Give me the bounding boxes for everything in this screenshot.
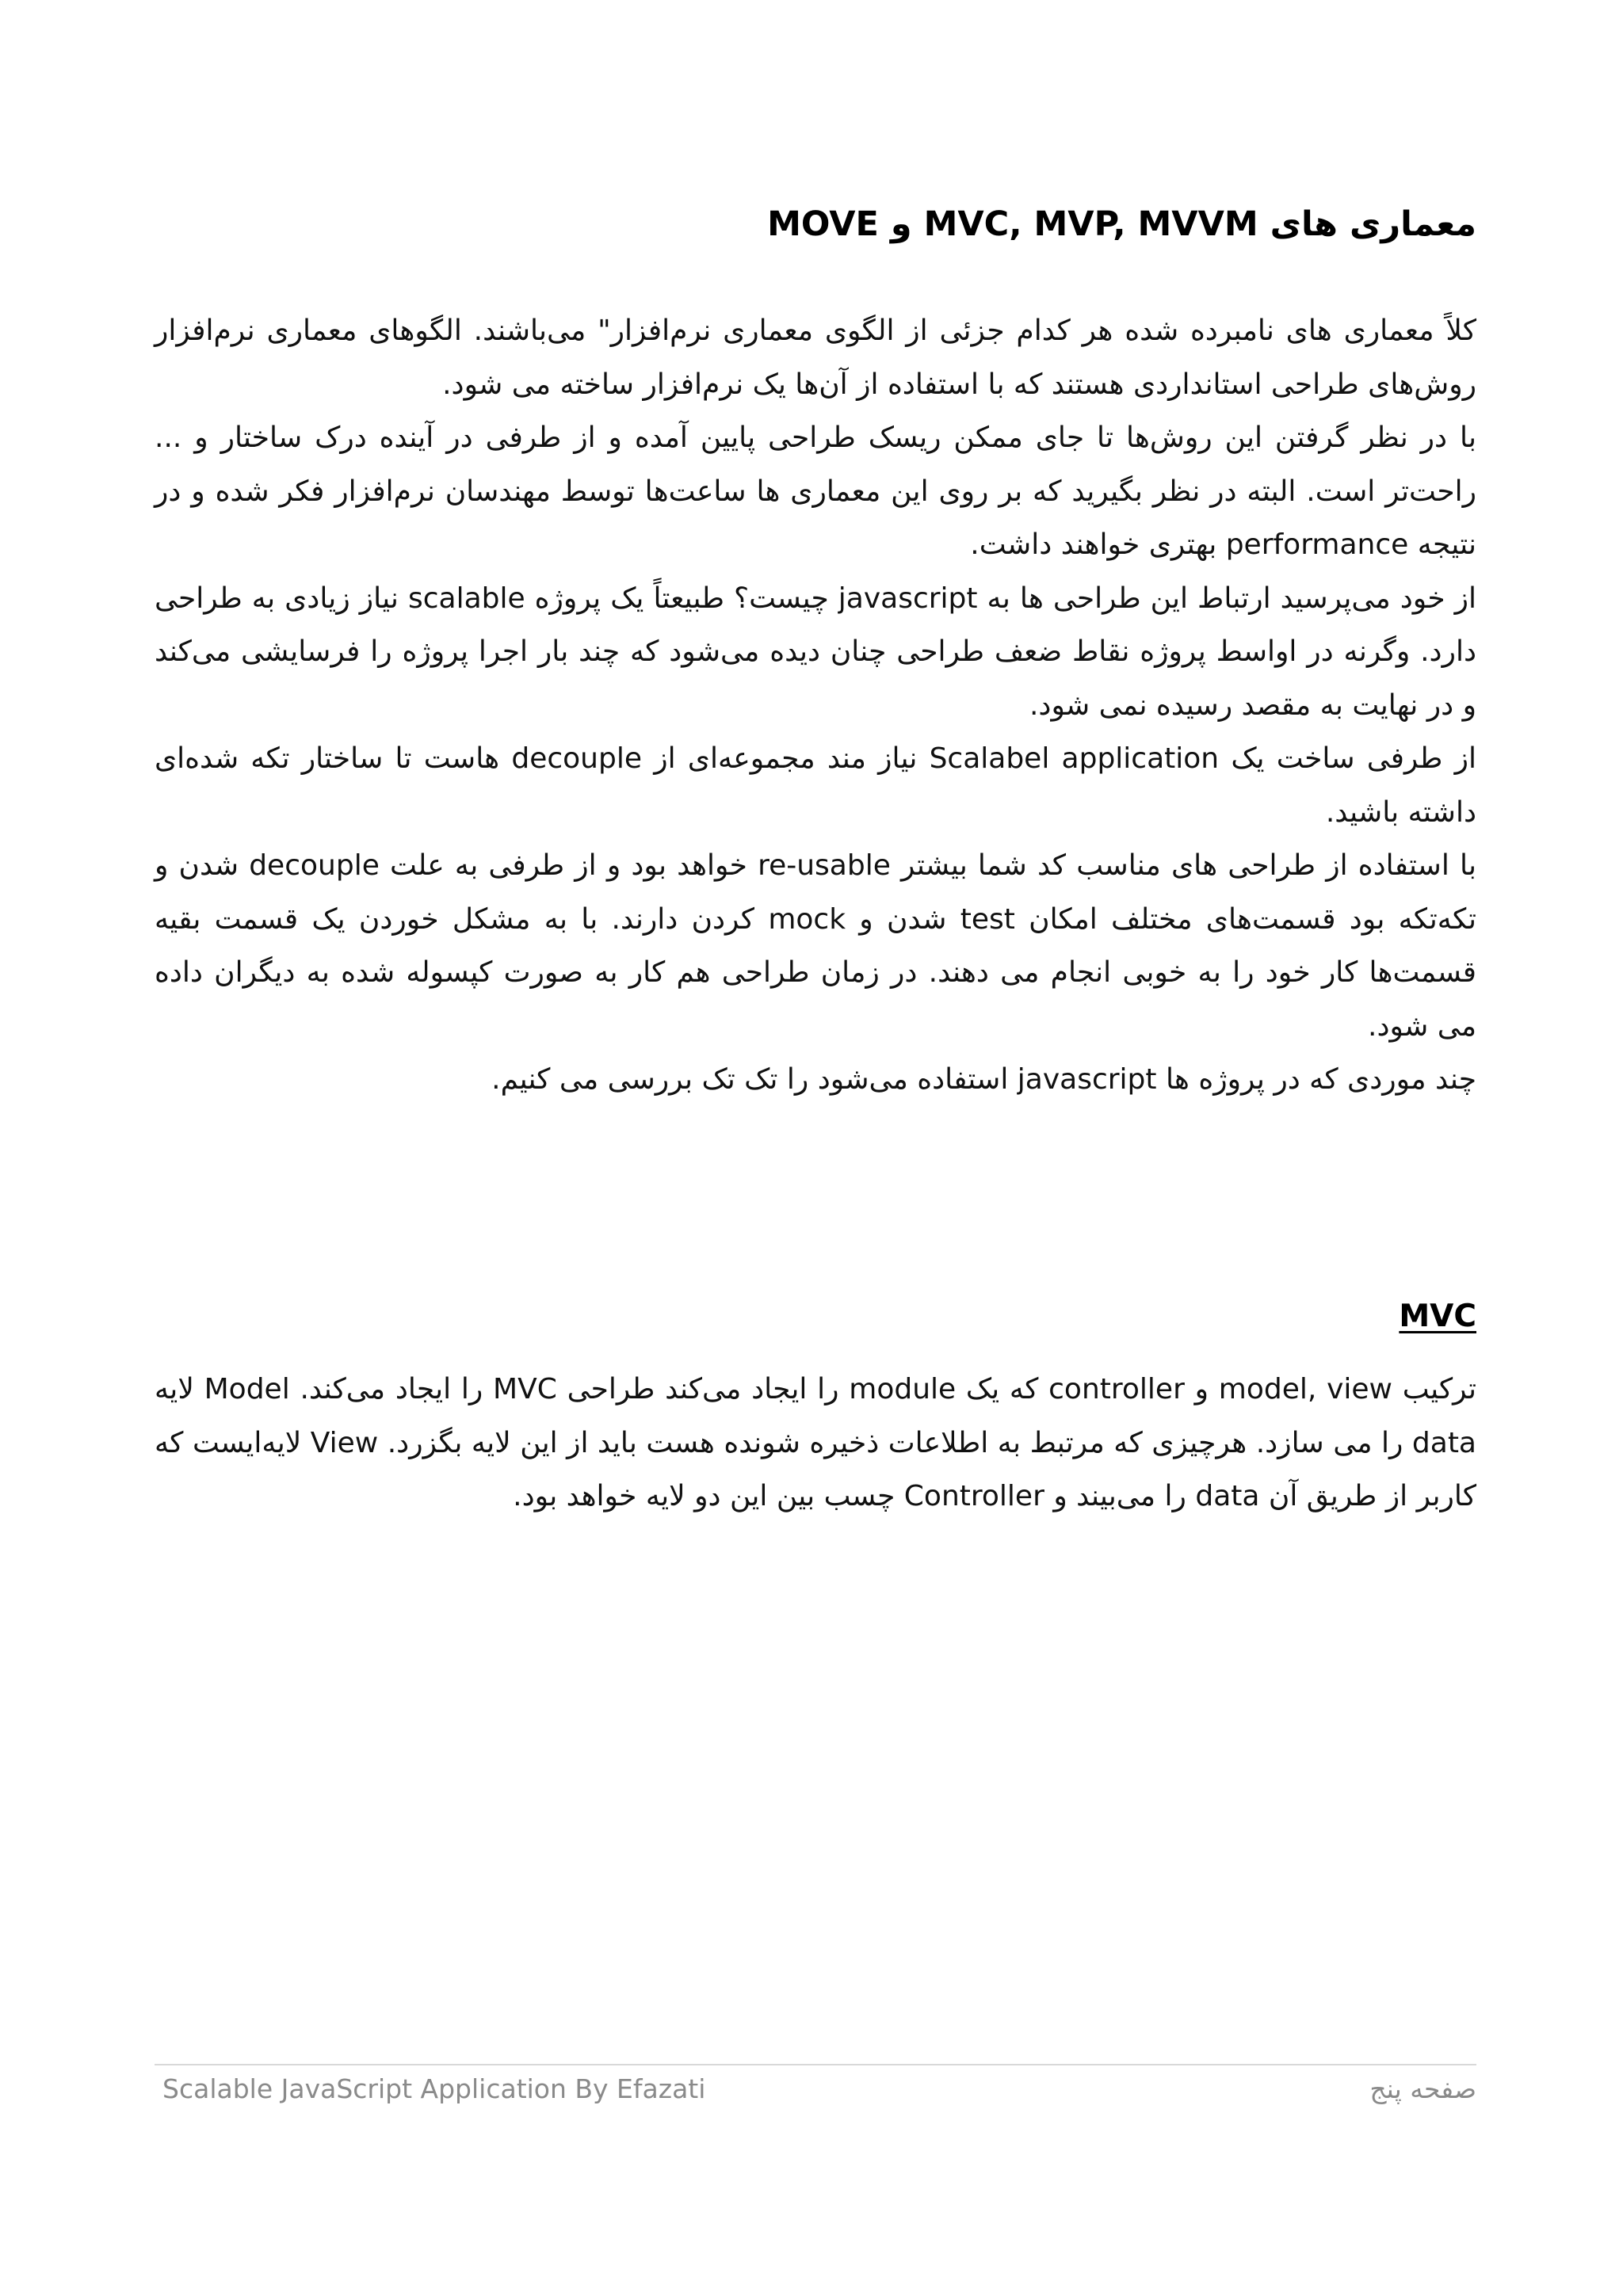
paragraph-4: از طرفی ساخت یک Scalabel application نیاز مند مجموعه‌ای از decouple هاست تا ساختار تکه شده‌ای داشته باشید. bbox=[155, 742, 1477, 829]
paragraph-5: با استفاده از طراحی های مناسب کد شما بیشتر re-usable خواهد بود و از طرفی به علت decouple شدن و تکه‌تکه بود قسمت‌های مختلف امکان test شدن و mock کردن دارند. با به مشکل خوردن یک قسمت بقیه قسمت‌ها کار خود را به خوبی انجام می دهند. در زمان طراحی هم کار به صورت کپسوله شده به دیگران داده می شود. bbox=[155, 849, 1477, 1043]
page-title: معماری های MVC, MVP, MVVM و MOVE bbox=[767, 204, 1476, 244]
paragraph-6: چند موردی که در پروژه ها javascript استفاده می‌شود را تک تک بررسی می کنیم. bbox=[491, 1063, 1476, 1096]
mvc-paragraph: ترکیب model, view و controller که یک module را ایجاد می‌کند طراحی MVC را ایجاد می‌کند. Model لایه data را می سازد. هرچیزی که مرتبط به اطلاعات ذخیره شونده هست باید از این لایه بگزرد. View لایه‌ایست که کاربر از طریق آن data را می‌بیند و Controller چسب بین این دو لایه خواهد بود. bbox=[155, 1373, 1476, 1512]
paragraph-3: از خود می‌پرسید ارتباط این طراحی ها به javascript چیست؟ طبیعتاً یک پروژه scalable نیاز زیادی به طراحی دارد. وگرنه در اواسط پروژه نقاط ضعف طراحی چنان دیده می‌شود که چند بار اجرا پروژه را فرسایشی می‌کند و در نهایت به مقصد رسیده نمی شود. bbox=[155, 582, 1476, 722]
paragraph-2: با در نظر گرفتن این روش‌ها تا جای ممکن ریسک طراحی پایین آمده و از طرفی در آینده درک ساختار و ... راحت‌تر است. البته در نظر بگیرید که بر روی این معماری ها ساعت‌ها توسط مهندسان نرم‌افزار فکر شده و در نتیجه performance بهتری خواهند داشت. bbox=[155, 421, 1476, 561]
paragraph-1: کلاً معماری های نامبرده شده هر کدام جزئی از الگوی معماری نرم‌افزار" می‌باشند. الگوهای معماری نرم‌افزار روش‌های طراحی استانداردی هستند که با استفاده از آن‌ها یک نرم‌افزار ساخته می شود. bbox=[155, 315, 1476, 401]
mvc-body bbox=[155, 1363, 1476, 1524]
footer-divider bbox=[155, 2064, 1476, 2065]
footer-book-title: Scalable JavaScript Application By Efazati bbox=[162, 2073, 706, 2104]
intro-body bbox=[155, 304, 1476, 1107]
mvc-heading: MVC bbox=[1399, 1299, 1476, 1334]
footer-page-number: صفحه پنج bbox=[1369, 2073, 1476, 2104]
